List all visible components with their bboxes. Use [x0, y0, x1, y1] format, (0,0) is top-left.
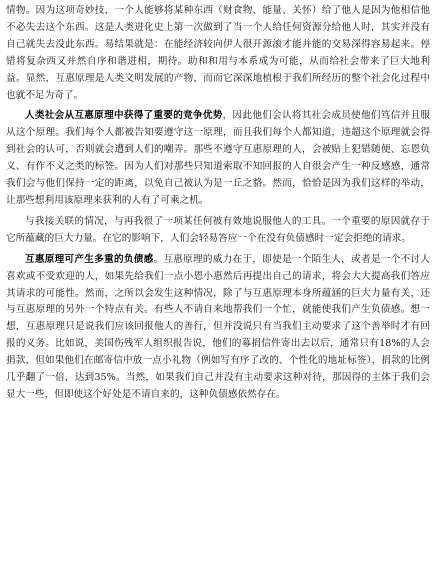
- paragraph-3-text: 与我接关联的情况，与再我很了一项某任何被有效地说服他人的工具。一个重要的原因就存于它所蕴藏的巨大力量。在它的影响下，人们会轻易答应一个在没有负债感时一定会拒绝的请求。: [6, 215, 430, 244]
- paragraph-3: [6, 214, 430, 248]
- paragraph-1: [6, 3, 430, 104]
- paragraph-4: [6, 252, 430, 404]
- paragraph-2-bold-lead: 人类社会从互惠原理中获得了重要的竞争优势: [25, 110, 223, 122]
- paragraph-2-text: ，因此他们会认将其社会成员使他们笃信并且服从这个原理。我们每个人都被告知要遵守这一原理，而且我们每个人都知道，违超这个原理就会得到社会的认可，否则就会遭到人们的嘲弄。那些不遵守互惠原理的人，会被贴上犯错随便、忘恩负义、有作不义之类的标签。因为人们对那些只知道索取不知回报的人自很会产生一种反感感，通常我们会与他们保持一定的距离，以免自己被认为是一丘之貉。然而，恰恰是因为我们这样的举动，让那些想利用该原理来获利的人有了可乘之机。: [6, 110, 430, 206]
- paragraph-2: [6, 108, 430, 209]
- paragraph-4-text: 。互惠原理的威力在于，即使是一个陌生人，或者是一个不讨人喜欢或不受欢迎的人，如果先给我们一点小恩小惠然后再提出自己的请求，将会大大提高我们答应其请求的可能性。然而，之所以会发生这种情况，除了与互惠原理本身所蕴涵的巨大力量有关，还与互惠原理的另外一个特点有关。有些人不请自来地帮我们一个忙，就能使我们产生负债感。想一想，互惠原理只是说我们应该回报他人的善行，但并没说只有当我们主动要求了这个善举时才有回报的义务。比如说，美国伤残军人组织报告说，他们的募捐信件寄出去以后，通常只有18%的人会捐款，但如果他们在邮寄信中放一点小礼物（例如写有序了改的、个性化的地址标签），捐款的比例几乎翻了一倍，达到35%。当然，如果我们自己并没有主动要求这种对待，那因得的主体于我们会显大一些，但即使这个好处是不请自来的，这种负债感依然存在。: [6, 253, 430, 400]
- paragraph-4-bold-lead: 互惠原理可产生多重的负债感: [25, 253, 154, 265]
- paragraph-1-text: 情物。因为这项奇妙技，一个人能够将某种东西（财食物、能量、关怀）给了他人是因为他相信他不必失去这个东西。这是人类进化史上第一次做到了当一个人给任何资源分给他人时，其实并没有自己就失去没此东西。易结果就是：在能经济较向伊人很开源滚才能并能的交易深得容易起来。停错将复杂西又并然自序和谐进相，期待。助和和用与本系成为可能，从而给社会带来了巨大地利益。显然，互惠原理是人类文明发展的产物，而而它深深地植根于我们所经历的整个社会化过程中也就不足为奇了。: [6, 5, 430, 101]
